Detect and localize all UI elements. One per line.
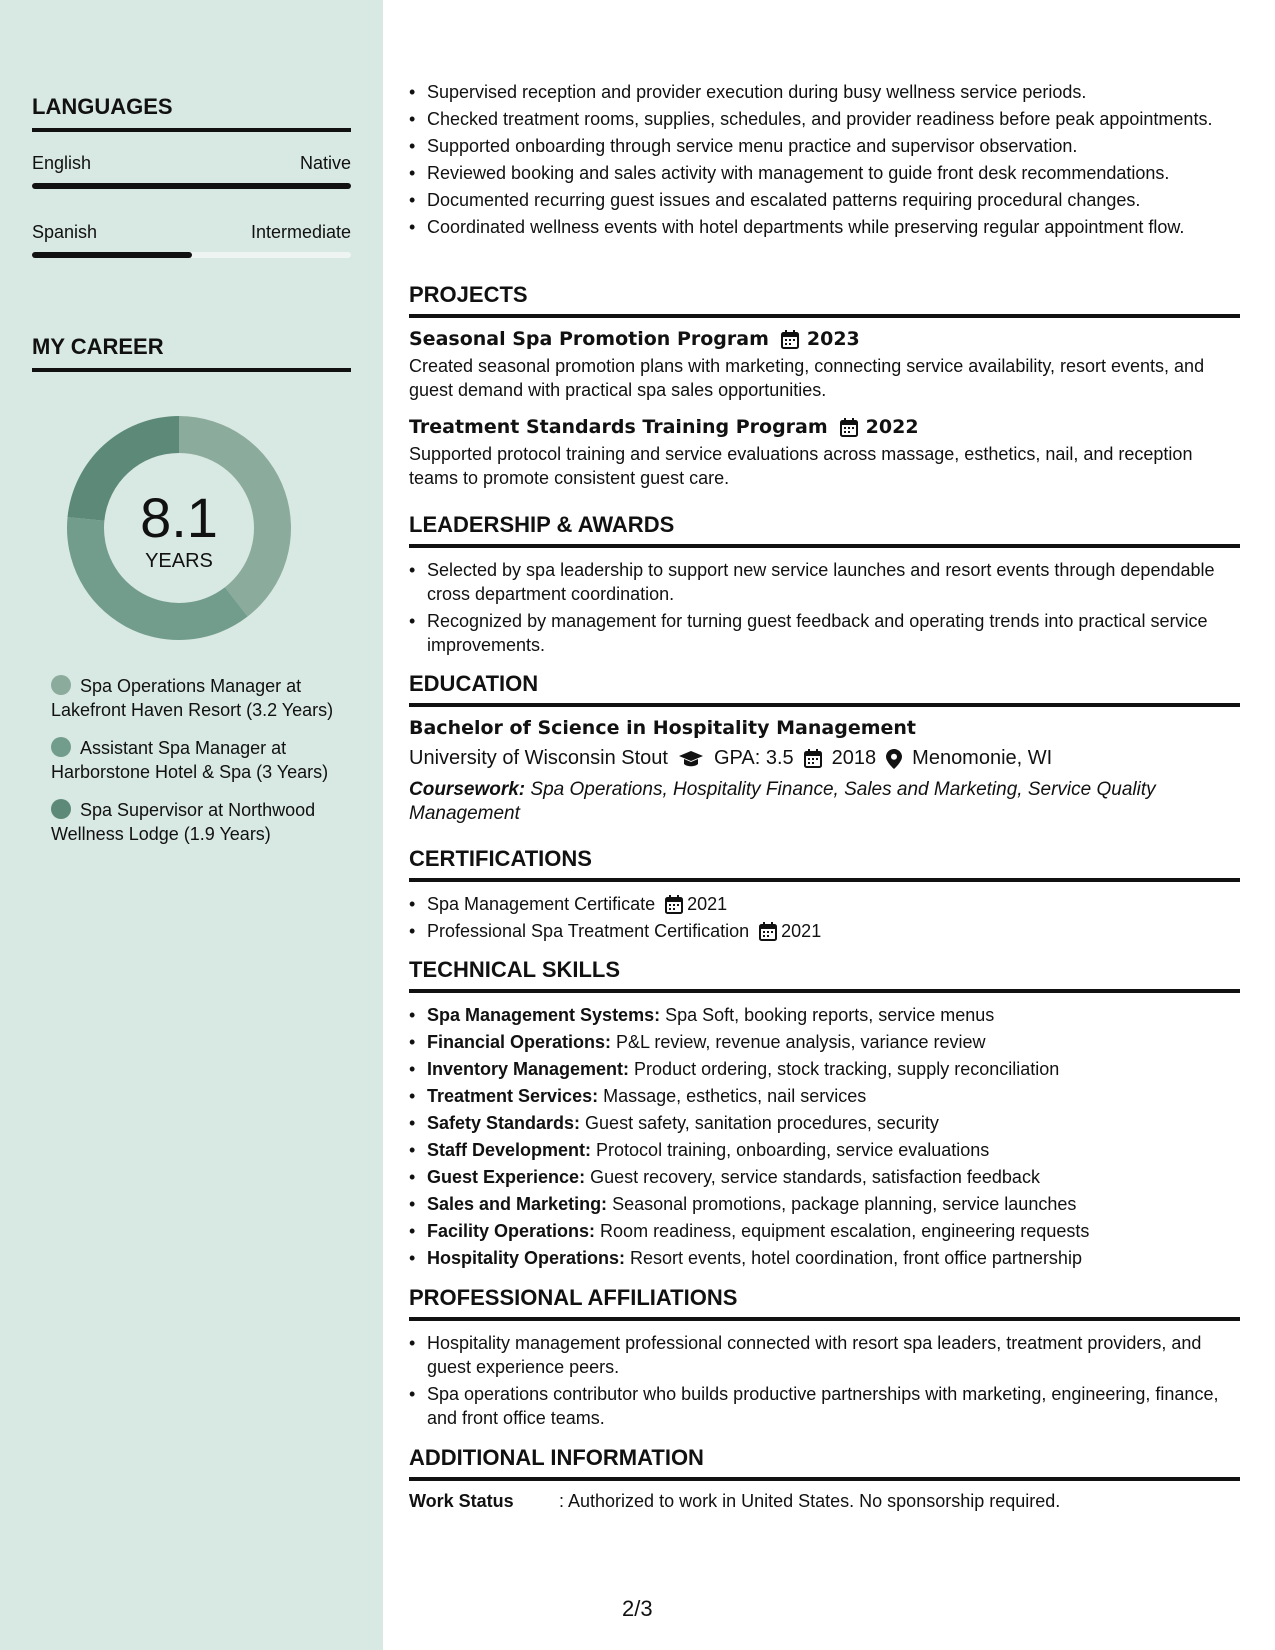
skill-item [409, 1138, 1240, 1162]
skill-value: Resort events, hotel coordination, front office partnership [625, 1248, 1082, 1268]
education-meta [409, 747, 1240, 770]
certification-item [409, 892, 1240, 916]
degree-title: Bachelor of Science in Hospitality Management [409, 717, 916, 739]
language-bar-spanish [32, 252, 351, 258]
language-level: Intermediate [250, 222, 351, 242]
project-date [840, 416, 919, 438]
bullet-item: • Recognized by management for turning guest feedback and operating trends into practical service improvements. [409, 609, 1240, 657]
skill-item [409, 1111, 1240, 1135]
legend-dot [51, 799, 71, 819]
sidebar [0, 0, 383, 1650]
bullet-item: • Supervised reception and provider execution during busy wellness service periods. [409, 80, 1240, 104]
skills-list [409, 1003, 1240, 1270]
calendar-icon [804, 749, 822, 768]
project-name: Treatment Standards Training Program [409, 416, 828, 438]
page-number: 2/3 [622, 1596, 653, 1621]
skill-item [409, 1192, 1240, 1216]
language-bar-fill [32, 183, 351, 189]
calendar-icon [840, 418, 858, 437]
leadership-bullets [409, 558, 1240, 657]
skill-item [409, 1165, 1240, 1189]
bullet-item: • Coordinated wellness events with hotel departments while preserving regular appointment flow. [409, 215, 1240, 239]
calendar-icon [665, 895, 683, 914]
education-section [409, 671, 1240, 826]
certification-item [409, 919, 1240, 943]
skill-value: Spa Soft, booking reports, service menus [660, 1005, 995, 1025]
skill-value: Massage, esthetics, nail services [598, 1086, 867, 1106]
certification-name: • Professional Spa Treatment Certification [427, 921, 750, 941]
language-bar-fill [32, 252, 192, 258]
career-donut-chart [66, 415, 292, 641]
language-level: Native [299, 153, 351, 173]
experience-bullets [409, 80, 1240, 242]
calendar-icon [759, 922, 777, 941]
project-year: 2023 [806, 328, 860, 350]
career-total-unit: YEARS [145, 550, 213, 572]
skill-value: Seasonal promotions, package planning, service launches [607, 1194, 1077, 1214]
certification-name: • Spa Management Certificate [427, 894, 656, 914]
career-legend-label: Spa Operations Manager at Lakefront Haven Resort (3.2 Years) [51, 676, 334, 720]
skill-label: Treatment Services: [427, 1086, 599, 1106]
graduation-cap-icon [678, 750, 704, 768]
coursework-label: Coursework: [409, 779, 526, 800]
project-description: Created seasonal promotion plans with marketing, connecting service availability, resort events, and guest demand with practical spa sales opportunities. [409, 356, 1205, 400]
career-legend [51, 674, 341, 860]
career-legend-label: Assistant Spa Manager at Harborstone Hotel & Spa (3 Years) [51, 738, 329, 782]
work-status-value: : Authorized to work in United States. No sponsorship required. [559, 1491, 1061, 1511]
project-name: Seasonal Spa Promotion Program [409, 328, 769, 350]
work-status-label: Work Status [409, 1491, 514, 1511]
section-title: CERTIFICATIONS [409, 846, 1240, 882]
skill-value: Protocol training, onboarding, service evaluations [591, 1140, 990, 1160]
career-heading: MY CAREER [32, 334, 351, 372]
language-row-english [32, 153, 351, 174]
skill-value: Room readiness, equipment escalation, engineering requests [595, 1221, 1090, 1241]
skill-item [409, 1246, 1240, 1270]
bullet-item: • Hospitality management professional connected with resort spa leaders, treatment providers, and guest experience peers. [409, 1331, 1240, 1379]
legend-dot [51, 737, 71, 757]
career-legend-label: Spa Supervisor at Northwood Wellness Lodge (1.9 Years) [51, 800, 316, 844]
project-title [409, 328, 1240, 350]
career-legend-item [51, 736, 341, 784]
legend-dot [51, 675, 71, 695]
graduation-year: 2018 [831, 747, 877, 769]
languages-heading: LANGUAGES [32, 94, 351, 132]
bullet-item: • Checked treatment rooms, supplies, schedules, and provider readiness before peak appointments. [409, 107, 1240, 131]
language-bar-english [32, 183, 351, 189]
school-name: University of Wisconsin Stout [409, 747, 668, 769]
certification-year: 2021 [781, 921, 822, 941]
certifications-section [409, 846, 1240, 946]
language-name: Spanish [32, 222, 98, 242]
career-legend-item [51, 798, 341, 846]
skill-item [409, 1084, 1240, 1108]
calendar-icon [781, 330, 799, 349]
certification-list [409, 892, 1240, 943]
project-date [781, 328, 860, 350]
skill-label: Inventory Management: [427, 1059, 630, 1079]
additional-info-section [409, 1445, 1240, 1512]
school-location: Menomonie, WI [912, 747, 1053, 769]
skill-label: Financial Operations: [427, 1032, 612, 1052]
main-content [409, 0, 1240, 1650]
projects-section [409, 282, 1240, 490]
bullet-item: • Spa operations contributor who builds productive partnerships with marketing, engineering, finance, and front office teams. [409, 1382, 1240, 1430]
project-description: Supported protocol training and service evaluations across massage, esthetics, nail, and reception teams to promote consistent guest care. [409, 444, 1193, 488]
skill-value: Guest safety, sanitation procedures, security [580, 1113, 939, 1133]
certification-year: 2021 [687, 894, 728, 914]
skill-value: Product ordering, stock tracking, supply reconciliation [629, 1059, 1060, 1079]
bullet-item: • Supported onboarding through service menu practice and supervisor observation. [409, 134, 1240, 158]
language-row-spanish [32, 222, 351, 243]
skill-label: Hospitality Operations: [427, 1248, 626, 1268]
affiliations-list [409, 1331, 1240, 1430]
bullet-item: • Selected by spa leadership to support new service launches and resort events through dependable cross department coordination. [409, 558, 1240, 606]
skill-value: Guest recovery, service standards, satisfaction feedback [585, 1167, 1040, 1187]
skill-label: Guest Experience: [427, 1167, 586, 1187]
skill-label: Sales and Marketing: [427, 1194, 608, 1214]
skill-label: Facility Operations: [427, 1221, 596, 1241]
section-title: ADDITIONAL INFORMATION [409, 1445, 1240, 1481]
bullet-item: • Reviewed booking and sales activity with management to guide front desk recommendations. [409, 161, 1240, 185]
section-title: PROJECTS [409, 282, 1240, 318]
project-year: 2022 [865, 416, 919, 438]
section-title: PROFESSIONAL AFFILIATIONS [409, 1285, 1240, 1321]
section-title: TECHNICAL SKILLS [409, 957, 1240, 993]
gpa: GPA: 3.5 [713, 747, 794, 769]
skill-item [409, 1057, 1240, 1081]
skill-value: P&L review, revenue analysis, variance review [611, 1032, 986, 1052]
skill-item [409, 1219, 1240, 1243]
location-pin-icon [886, 749, 902, 769]
work-status-row [409, 1491, 1240, 1512]
career-total-value: 8.1 [140, 486, 218, 549]
bullet-item: • Documented recurring guest issues and escalated patterns requiring procedural changes. [409, 188, 1240, 212]
skill-label: Spa Management Systems: [427, 1005, 661, 1025]
affiliations-section [409, 1285, 1240, 1433]
project-title [409, 416, 1240, 438]
technical-skills-section [409, 957, 1240, 1273]
section-title: LEADERSHIP & AWARDS [409, 512, 1240, 548]
skill-item [409, 1003, 1240, 1027]
section-title: EDUCATION [409, 671, 1240, 707]
career-legend-item [51, 674, 341, 722]
skill-item [409, 1030, 1240, 1054]
skill-label: Staff Development: [427, 1140, 592, 1160]
coursework [409, 778, 1240, 826]
skill-label: Safety Standards: [427, 1113, 581, 1133]
language-name: English [32, 153, 92, 173]
leadership-section [409, 512, 1240, 660]
coursework-list: Spa Operations, Hospitality Finance, Sales and Marketing, Service Quality Management [409, 779, 1156, 824]
